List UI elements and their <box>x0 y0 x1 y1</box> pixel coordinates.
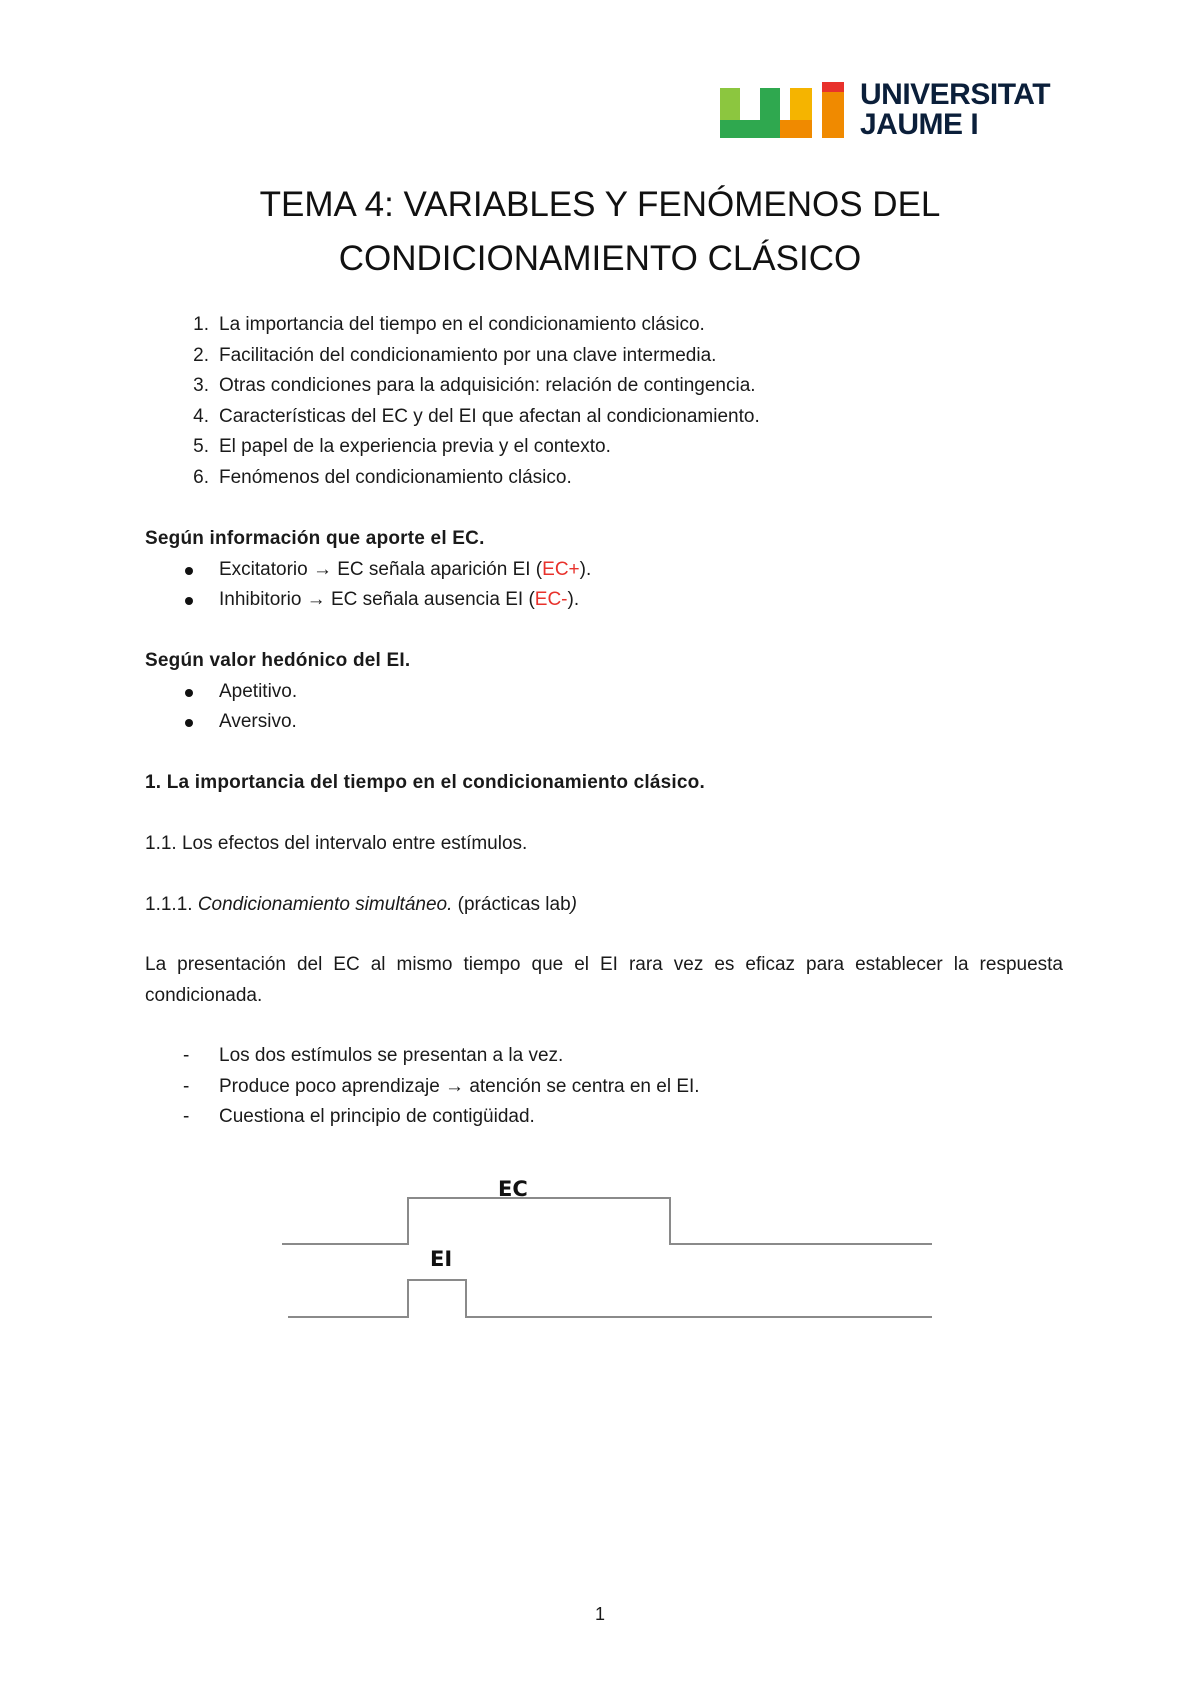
bullet-icon <box>185 567 193 575</box>
list-item: Apetitivo. <box>145 677 1065 708</box>
page-title <box>145 178 1055 286</box>
section-heading: Según información que aporte el EC. <box>145 528 485 549</box>
ec-signal-line <box>282 1198 932 1244</box>
ei-signal-line <box>288 1280 932 1317</box>
title-line-2: CONDICIONAMIENTO CLÁSICO <box>338 239 862 278</box>
section-hedonic-value <box>145 646 1065 738</box>
section-1 <box>145 768 1065 799</box>
list-item: 4. Características del EC y del EI que afectan al condicionamiento. <box>193 405 760 427</box>
list-item: Inhibitorio → EC señala ausencia EI (EC-). <box>145 585 1065 616</box>
topic-list <box>145 310 1065 493</box>
university-logo <box>718 80 1053 142</box>
ec-label: EC <box>498 1177 528 1201</box>
uji-logo-mark <box>718 80 853 142</box>
list-item: 6. Fenómenos del condicionamiento clásico. <box>193 466 572 488</box>
subsection-1-1-1: 1.1.1. Condicionamiento simultáneo. (prácticas lab) <box>145 894 577 915</box>
list-item: - Los dos estímulos se presentan a la vez. <box>183 1045 564 1066</box>
dash-list <box>145 1041 1065 1133</box>
list-item: Excitatorio → EC señala aparición EI (EC+). <box>145 555 1065 586</box>
logo-wordmark: UNIVERSITAT JAUME I <box>860 78 1051 141</box>
list-item: 2. Facilitación del condicionamiento por una clave intermedia. <box>193 344 717 366</box>
section-heading: Según valor hedónico del EI. <box>145 650 411 671</box>
list-item: Aversivo. <box>145 707 1065 738</box>
section-heading: 1. La importancia del tiempo en el condicionamiento clásico. <box>145 772 705 793</box>
ei-label: EI <box>430 1247 453 1271</box>
simultaneous-conditioning-diagram <box>270 1172 950 1330</box>
bullet-icon <box>185 597 193 605</box>
list-item: - Produce poco aprendizaje → atención se centra en el EI. <box>183 1075 700 1097</box>
list-item: - Cuestiona el principio de contigüidad. <box>183 1106 535 1127</box>
list-item: 3. Otras condiciones para la adquisición: relación de contingencia. <box>193 375 756 396</box>
title-line-1: TEMA 4: VARIABLES Y FENÓMENOS DEL <box>259 185 941 224</box>
section-ec-information <box>145 524 1065 616</box>
page-number: 1 <box>594 1604 605 1624</box>
body-paragraph: La presentación del EC al mismo tiempo que el EI rara vez es eficaz para establecer la respuesta condicionada. <box>145 954 1063 1006</box>
bullet-icon <box>185 689 193 697</box>
subsection-1-1: 1.1. Los efectos del intervalo entre estímulos. <box>145 833 528 854</box>
list-item: 1. La importancia del tiempo en el condicionamiento clásico. <box>193 314 705 335</box>
list-item: 5. El papel de la experiencia previa y el contexto. <box>193 436 611 457</box>
bullet-icon <box>185 719 193 727</box>
